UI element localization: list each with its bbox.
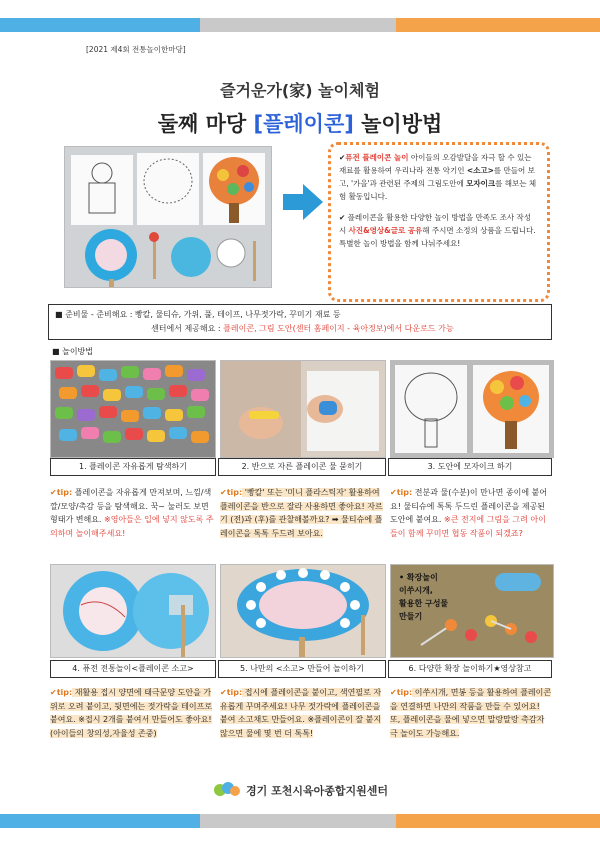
step-3-caption: 3. 도안에 모자이크 하기 bbox=[388, 458, 552, 476]
step-1-caption: 1. 플레이콘 자유롭게 탐색하기 bbox=[50, 458, 216, 476]
step-6-caption: 6. 다양한 확장 놀이하기★영상참고 bbox=[388, 660, 552, 678]
step-2-caption: 2. 반으로 자른 플레이콘 물 묻히기 bbox=[218, 458, 386, 476]
step-6-sign: • 확장놀이 이쑤시개, 활용한 구성물 만들기 bbox=[399, 573, 449, 621]
intro-paragraph-1: ✔퓨전 플레이콘 놀이 아이들의 오감발달을 자극 할 수 있는 재료를 활용하여 우리나라 전통 악기인 <소고>를 만들어 보고, '가을'과 관련된 주제의 그림도안에 모자이크를 해보는 체험 활동입니다. bbox=[339, 153, 537, 201]
materials-line-2: 센터에서 제공해요 : 플레이콘, 그림 도안(센터 홈페이지 - 육아정보)에서 다운로드 가능 bbox=[151, 324, 454, 333]
right-arrow-icon bbox=[283, 182, 323, 226]
step-1-photo bbox=[50, 360, 216, 458]
step-5-caption: 5. 나만의 <소고> 만들어 놀이하기 bbox=[218, 660, 386, 678]
bottom-color-bar bbox=[0, 814, 600, 828]
intro-photo bbox=[64, 146, 272, 288]
step-4-photo bbox=[50, 564, 216, 658]
step-6-photo bbox=[390, 564, 554, 658]
step-5-tip: ✔tip: 접시에 플레이콘을 붙이고, 색연필로 자유롭게 꾸며주세요! 나무 젓가락에 플레이콘을 붙여 소고채도 만들어요. ※플레이콘이 잘 붙지 않으면 물에 몇 번 더 톡톡! bbox=[220, 688, 382, 738]
organization-name: 경기 포천시육아종합지원센터 bbox=[246, 784, 388, 798]
organization-logo bbox=[212, 780, 242, 803]
intro-description bbox=[328, 142, 550, 302]
top-color-bar bbox=[0, 18, 600, 32]
step-1-tip: ✔tip: 플레이콘을 자유롭게 만져보며, 느낌/색깔/모양/촉감 등을 탐색해요. 꾹~ 눌러도 보면 형태가 변해요. ※영아들은 입에 넣지 않도록 주의하며 놀이해주세요! bbox=[50, 488, 214, 538]
event-label: [2021 제4회 전통놀이한마당] bbox=[86, 45, 186, 54]
materials-line-1: ■ 준비물 - 준비해요 : 빵칼, 물티슈, 가위, 풀, 테이프, 나무젓가락, 꾸미기 재료 등 bbox=[55, 310, 341, 319]
step-3-photo bbox=[390, 360, 554, 458]
step-3-tip: ✔tip: 전분과 물(수분)이 만나면 종이에 붙어요! 물티슈에 톡톡 두드린 플레이콘을 제공된 도안에 붙여요. ※큰 전지에 그림을 그려 아이들이 함께 꾸미면 협동 작품이 되겠죠? bbox=[390, 488, 548, 538]
materials-box bbox=[48, 304, 552, 340]
step-4-caption: 4. 퓨전 전통놀이<플레이콘 소고> bbox=[50, 660, 216, 678]
method-heading: ■ 놀이방법 bbox=[52, 347, 94, 356]
page-title: 둘째 마당 [플레이콘] 놀이방법 bbox=[157, 112, 443, 136]
footer bbox=[0, 780, 600, 803]
step-4-tip: ✔tip: 재활용 접시 양면에 태극문양 도안을 가위로 오려 붙이고, 뒷면에는 젓가락을 테이프로 붙여요. ※접시 2개를 붙여서 만들어도 좋아요!(아이들의 창의성,자율성 존중) bbox=[50, 688, 213, 738]
step-5-photo bbox=[220, 564, 386, 658]
step-6-tip: ✔tip: 이쑤시개, 면봉 등을 활용하여 플레이콘을 연결하면 나만의 작품을 만들 수 있어요! 또, 플레이콘을 물에 넣으면 말랑말랑 촉감자극 놀이도 가능해요. bbox=[390, 688, 552, 738]
page-subtitle: 즐거운가(家) 놀이체험 bbox=[220, 81, 380, 100]
step-2-tip: ✔tip: '빵칼' 또는 '미니 플라스틱자' 활용하여 플레이콘을 반으로 잘라 사용하면 좋아요! 자르기 (전)과 (후)를 관찰해볼까요? ➡ 물티슈에 플레이콘을 톡톡 두드려 보아요. bbox=[220, 488, 383, 538]
intro-paragraph-2: ✔ 플레이콘을 활용한 다양한 놀이 방법을 만족도 조사 작성 시 사진&영상&글로 공유해 주시면 소정의 상품을 드립니다. 특별한 놀이 방법을 함께 나눠주세요! bbox=[339, 213, 536, 248]
step-2-photo bbox=[220, 360, 386, 458]
